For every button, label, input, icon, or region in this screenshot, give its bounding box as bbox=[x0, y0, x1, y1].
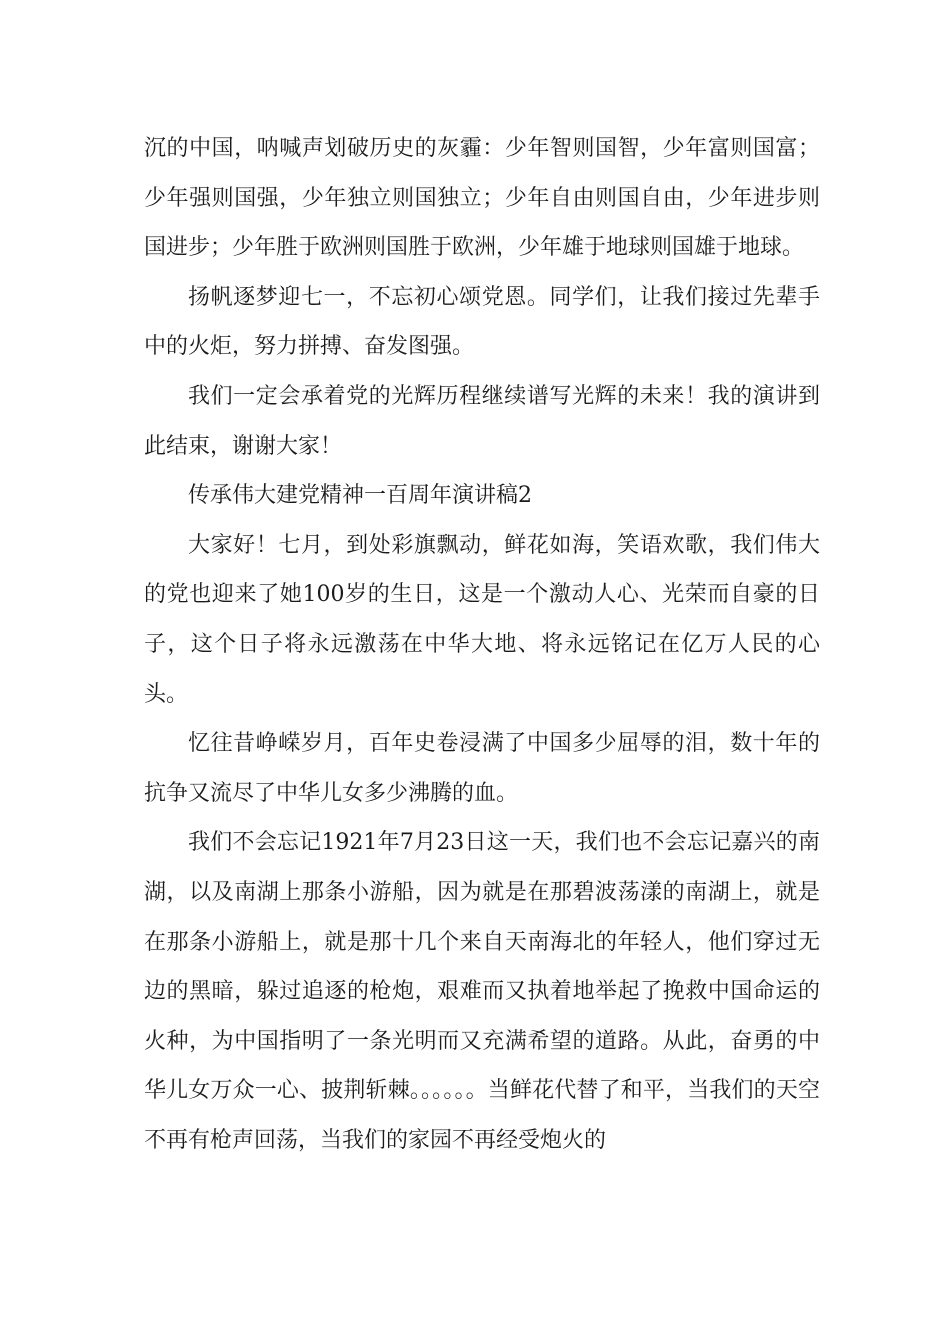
paragraph-greeting: 大家好！七月，到处彩旗飘动，鲜花如海，笑语欢歌，我们伟大的党也迎来了她100岁的生日，这是一个激动人心、光荣而自豪的日子，这个日子将永远激荡在中华大地、将永远铭记在亿万人民的心头。 bbox=[144, 532, 820, 707]
section-title: 传承伟大建党精神一百周年演讲稿2 bbox=[188, 483, 532, 509]
document-body bbox=[144, 124, 820, 1165]
paragraph-history: 忆往昔峥嵘岁月，百年史卷浸满了中国多少屈辱的泪，数十年的抗争又流尽了中华儿女多少沸腾的血。 bbox=[144, 731, 820, 806]
paragraph-closing-call: 扬帆逐梦迎七一，不忘初心颂党恩。同学们，让我们接过先辈手中的火炬，努力拼搏、奋发图强。 bbox=[144, 284, 820, 360]
paragraph-founding: 我们不会忘记1921年7月23日这一天，我们也不会忘记嘉兴的南湖，以及南湖上那条小游船，因为就是在那碧波荡漾的南湖上，就是在那条小游船上，就是那十几个来自天南海北的年轻人，他们穿过无边的黑暗，躲过追逐的枪炮，艰难而又执着地举起了挽救中国命运的火种，为中国指明了一条光明而又充满希望的道路。从此，奋勇的中华儿女万众一心、披荆斩棘。。。。。。当鲜花代替了和平，当我们的天空不再有枪声回荡，当我们的家园不再经受炮火的 bbox=[144, 830, 820, 1153]
paragraph-continued: 沉的中国，呐喊声划破历史的灰霾：少年智则国智，少年富则国富；少年强则国强，少年独立则国独立；少年自由则国自由，少年进步则国进步；少年胜于欧洲则国胜于欧洲，少年雄于地球则国雄于地球。 bbox=[144, 136, 820, 261]
paragraph-speech-end: 我们一定会承着党的光辉历程继续谱写光辉的未来！我的演讲到此结束，谢谢大家！ bbox=[144, 383, 820, 459]
